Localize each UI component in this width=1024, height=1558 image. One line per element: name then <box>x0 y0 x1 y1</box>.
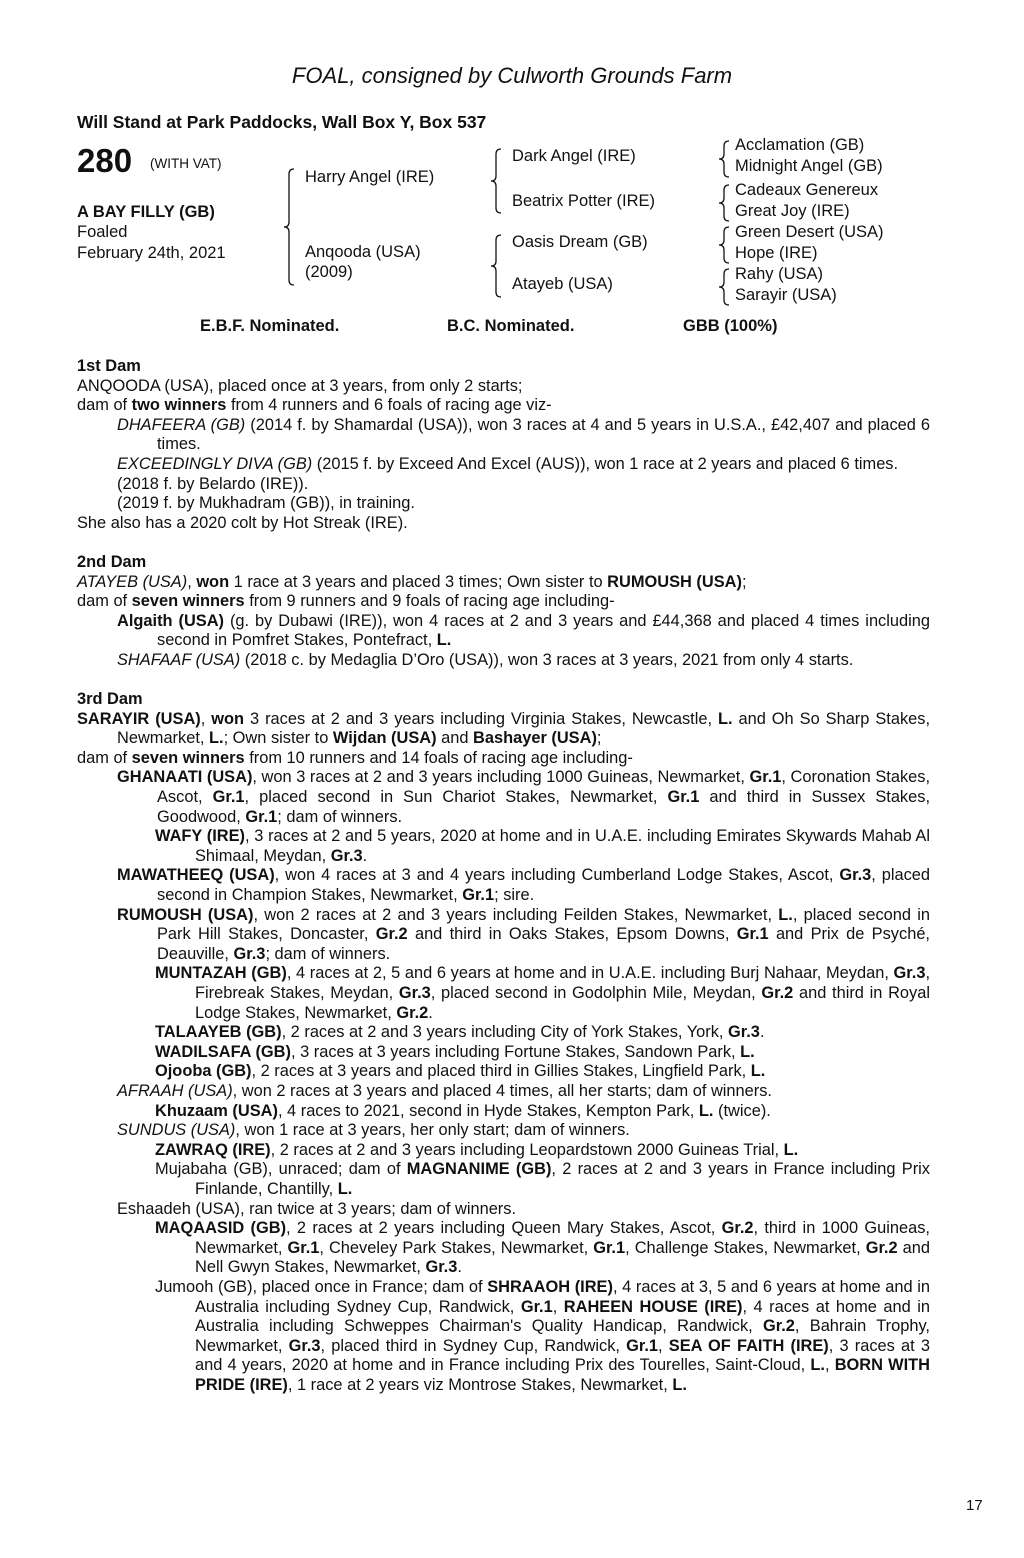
bold-text: L. <box>209 729 224 748</box>
bold-text: two winners <box>131 396 227 415</box>
bold-text: Bashayer (USA) <box>473 729 597 748</box>
pedigree-entry <box>77 377 930 397</box>
pedigree-entry <box>77 768 930 827</box>
bold-text: Gr.1 <box>212 788 245 807</box>
pedigree-entry <box>77 1200 930 1220</box>
pedigree-entry <box>77 573 930 593</box>
bold-text: Gr.1 <box>626 1336 659 1355</box>
stand-location: Will Stand at Park Paddocks, Wall Box Y, Box 537 <box>77 112 487 132</box>
text: , won 2 races at 2 and 3 years including Feilden Stakes, Newmarket, <box>253 905 779 924</box>
bold-text: Gr.3 <box>330 846 363 865</box>
bold-text: Gr.1 <box>245 807 278 826</box>
bold-text: SARAYIR (USA) <box>77 709 201 728</box>
text: 1 race at 3 years and placed 3 times; Own sister to <box>229 572 608 591</box>
bold-text: WAFY (IRE) <box>155 827 245 846</box>
pedigree-entry <box>77 1023 930 1043</box>
italic-text: DHAFEERA (GB) <box>117 415 246 434</box>
catalogue-body <box>77 357 930 1395</box>
bold-text: MAWATHEEQ (USA) <box>117 866 275 885</box>
bold-text: RUMOUSH (USA) <box>607 572 742 591</box>
pedigree-entry <box>77 1160 930 1199</box>
text: and third in Sussex Stakes, Goodwood, <box>157 788 930 826</box>
italic-text: EXCEEDINGLY DIVA (GB) <box>117 454 313 473</box>
pedigree-entry <box>77 866 930 905</box>
text: , 3 races at 3 years including Fortune Stakes, Sandown Park, <box>290 1042 741 1061</box>
bold-text: Gr.3 <box>233 944 266 963</box>
bold-text: TALAAYEB (GB) <box>155 1023 282 1042</box>
bold-text: Gr.3 <box>398 984 431 1002</box>
pedigree-entry <box>77 1102 930 1122</box>
bold-text: Gr.2 <box>865 1238 898 1257</box>
pedigree-gen3: Rahy (USA) <box>735 265 824 283</box>
text: dam of <box>77 396 132 415</box>
pedigree-entry <box>77 494 930 514</box>
pedigree-brace <box>718 184 730 222</box>
pedigree-brace <box>490 234 502 298</box>
pedigree-entry <box>77 827 930 866</box>
section-heading: 3rd Dam <box>77 690 143 709</box>
pedigree-entry <box>77 749 930 769</box>
horse-description: A BAY FILLY (GB) <box>77 203 215 221</box>
bold-text: Gr.1 <box>736 925 769 944</box>
text: 3 races at 2 and 3 years including Virginia Stakes, Newcastle, <box>244 709 718 728</box>
pedigree-entry <box>77 1062 930 1082</box>
pedigree-entry <box>77 964 930 1023</box>
pedigree-entry <box>77 475 930 495</box>
bold-text: Gr.3 <box>893 964 926 983</box>
pedigree-entry <box>77 1219 930 1278</box>
pedigree-entry <box>77 710 930 749</box>
dam-section <box>77 357 930 533</box>
bold-text: Gr.3 <box>288 1336 321 1355</box>
bold-text: Gr.2 <box>396 1003 429 1022</box>
italic-text: SUNDUS (USA) <box>117 1121 236 1140</box>
pedigree-sire: Harry Angel (IRE) <box>305 168 435 186</box>
pedigree-entry <box>77 592 930 612</box>
pedigree-entry <box>77 396 930 416</box>
pedigree-gen3: Sarayir (USA) <box>735 286 837 304</box>
text: ; <box>741 572 747 591</box>
pedigree-entry <box>77 1141 930 1161</box>
text: ; dam of winners. <box>265 944 391 963</box>
bold-text: Gr.2 <box>375 925 408 944</box>
dam-section <box>77 553 930 671</box>
text: (2015 f. by Exceed And Excel (AUS)), won 1 race at 2 years and placed 6 times. <box>312 454 899 473</box>
bc-nomination: B.C. Nominated. <box>447 317 575 335</box>
bold-text: L. <box>810 1356 825 1375</box>
text: ; sire. <box>494 886 535 905</box>
gbb-status: GBB (100%) <box>683 317 778 335</box>
pedigree-gen3: Great Joy (IRE) <box>735 202 850 220</box>
bold-text: BORN WITH PRIDE (IRE) <box>195 1356 931 1394</box>
bold-text: L. <box>698 1101 714 1120</box>
bold-text: L. <box>717 709 733 728</box>
bold-text: L. <box>750 1062 766 1081</box>
pedigree-entry <box>77 514 930 534</box>
text: , placed second in Godolphin Mile, Meydan, <box>430 984 762 1002</box>
text: , 2 races at 2 and 3 years in France including Prix Finlande, Chantilly, <box>195 1160 930 1198</box>
bold-text: Gr.1 <box>749 768 782 787</box>
text: , 4 races at home and in Australia including Schweppes Chairman's Quality Handicap, Randwick, <box>195 1297 930 1336</box>
text: , <box>200 709 212 728</box>
text: (2019 f. by Mukhadram (GB)), in training. <box>117 494 415 513</box>
bold-text: won <box>196 572 230 591</box>
text: and <box>436 729 474 748</box>
text: , Cheveley Park Stakes, Newmarket, <box>319 1238 594 1257</box>
text: ; <box>596 729 602 748</box>
bold-text: Gr.1 <box>462 886 495 905</box>
text: , placed second in Champion Stakes, Newmarket, <box>157 866 931 905</box>
text: Mujabaha (GB), unraced; dam of <box>155 1160 407 1179</box>
text: , placed third in Sydney Cup, Randwick, <box>320 1336 627 1355</box>
text: and Prix de Psyché, Deauville, <box>157 925 930 963</box>
foaled-date: February 24th, 2021 <box>77 244 226 262</box>
bold-text: Gr.1 <box>667 788 700 807</box>
bold-text: Gr.2 <box>763 1317 795 1336</box>
pedigree-entry <box>77 1278 930 1396</box>
italic-text: AFRAAH (USA) <box>117 1081 233 1100</box>
section-heading: 1st Dam <box>77 357 141 375</box>
pedigree-entry <box>77 455 930 475</box>
text: . <box>428 1003 433 1022</box>
bold-text: MAGNANIME (GB) <box>406 1160 552 1179</box>
bold-text: L. <box>778 905 793 924</box>
text: , <box>552 1297 564 1316</box>
pedigree-gen2: Dark Angel (IRE) <box>512 147 636 165</box>
text: and third in Royal Lodge Stakes, Newmarket, <box>195 984 930 1022</box>
bold-text: Algaith (USA) <box>117 611 225 630</box>
text: dam of <box>77 748 132 767</box>
text: , 4 races to 2021, second in Hyde Stakes, Kempton Park, <box>277 1101 699 1120</box>
pedigree-gen3: Acclamation (GB) <box>735 136 865 154</box>
lot-number: 280 <box>77 142 133 179</box>
text: ANQOODA (USA), placed once at 3 years, from only 2 starts; <box>77 376 523 395</box>
text: , won 1 race at 3 years, her only start; dam of winners. <box>235 1121 630 1140</box>
text: and Oh So Sharp Stakes, Newmarket, <box>117 709 930 748</box>
bold-text: Gr.1 <box>287 1238 320 1257</box>
text: (g. by Dubawi (IRE)), won 4 races at 2 and 3 years and £44,368 and placed 4 times including second in Pomfret Stakes, Pontefract, <box>157 611 931 650</box>
text: . <box>457 1258 462 1277</box>
pedigree-entry <box>77 1121 930 1141</box>
bold-text: WADILSAFA (GB) <box>155 1042 291 1061</box>
pedigree-gen3: Midnight Angel (GB) <box>735 157 883 175</box>
page-number: 17 <box>966 1497 983 1514</box>
pedigree-entry <box>77 612 930 651</box>
text: , 4 races at 3, 5 and 6 years at home and in Australia including Sydney Cup, Randwick, <box>195 1277 930 1316</box>
bold-text: MAQAASID (GB) <box>155 1219 287 1238</box>
text: , placed second in Park Hill Stakes, Doncaster, <box>157 905 930 944</box>
bold-text: Ojooba (GB) <box>155 1062 252 1081</box>
text: ; Own sister to <box>223 729 333 748</box>
text: , Firebreak Stakes, Meydan, <box>195 964 931 1002</box>
bold-text: SEA OF FAITH (IRE) <box>668 1336 829 1355</box>
text: (2018 f. by Belardo (IRE)). <box>117 474 309 493</box>
text: and third in Oaks Stakes, Epsom Downs, <box>407 925 737 944</box>
text: , won 4 races at 3 and 4 years including Cumberland Lodge Stakes, Ascot, <box>274 866 840 885</box>
text: (twice). <box>713 1101 771 1120</box>
italic-text: ATAYEB (USA) <box>77 572 188 591</box>
italic-text: SHAFAAF (USA) <box>117 650 241 669</box>
bold-text: Khuzaam (USA) <box>155 1101 278 1120</box>
bold-text: Gr.1 <box>593 1238 626 1257</box>
pedigree-gen2: Atayeb (USA) <box>512 275 613 293</box>
bold-text: SHRAAOH (IRE) <box>487 1277 613 1296</box>
pedigree-dam-year: (2009) <box>305 263 353 281</box>
text: Jumooh (GB), placed once in France; dam of <box>155 1277 488 1296</box>
text: , 2 races at 2 and 3 years including Leopardstown 2000 Guineas Trial, <box>270 1140 784 1159</box>
pedigree-gen3: Cadeaux Genereux <box>735 181 879 199</box>
pedigree-brace <box>283 168 295 286</box>
pedigree-brace <box>490 148 502 214</box>
pedigree-gen3: Green Desert (USA) <box>735 223 884 241</box>
text: (2014 f. by Shamardal (USA)), won 3 races at 4 and 5 years in U.S.A., £42,407 and placed 6 times. <box>157 415 930 454</box>
text: , placed second in Sun Chariot Stakes, Newmarket, <box>244 788 668 807</box>
text: , <box>658 1336 669 1355</box>
pedigree-brace <box>718 140 730 178</box>
bold-text: L. <box>436 631 452 650</box>
bold-text: Gr.2 <box>721 1219 754 1238</box>
text: , won 3 races at 2 and 3 years including 1000 Guineas, Newmarket, <box>252 768 750 787</box>
bold-text: Gr.3 <box>728 1023 760 1042</box>
text: , <box>824 1356 835 1375</box>
pedigree-gen2: Oasis Dream (GB) <box>512 233 648 251</box>
text: , Challenge Stakes, Newmarket, <box>625 1238 866 1257</box>
bold-text: RAHEEN HOUSE (IRE) <box>563 1297 743 1316</box>
text: , <box>187 572 197 591</box>
pedigree-entry <box>77 1043 930 1063</box>
pedigree-dam: Anqooda (USA) <box>305 243 421 261</box>
bold-text: L. <box>740 1042 755 1061</box>
text: dam of <box>77 592 132 611</box>
text: , 4 races at 2, 5 and 6 years at home and in U.A.E. including Burj Nahaar, Meydan, <box>286 964 894 983</box>
text: . <box>362 846 368 865</box>
ebf-nomination: E.B.F. Nominated. <box>200 317 340 335</box>
text: , won 2 races at 3 years and placed 4 times, all her starts; dam of winners. <box>232 1081 772 1100</box>
bold-text: L. <box>337 1179 353 1198</box>
text: , 3 races at 2 and 5 years, 2020 at home and in U.A.E. including Emirates Skywards Mahab Al Shimaal, Meydan, <box>195 827 931 865</box>
pedigree-entry <box>77 416 930 455</box>
text: Eshaadeh (USA), ran twice at 3 years; dam of winners. <box>117 1199 517 1218</box>
bold-text: Gr.3 <box>425 1258 458 1277</box>
bold-text: Gr.3 <box>839 866 872 885</box>
foaled-label: Foaled <box>77 223 128 241</box>
bold-text: GHANAATI (USA) <box>117 768 253 787</box>
bold-text: RUMOUSH (USA) <box>117 905 254 924</box>
text: She also has a 2020 colt by Hot Streak (IRE). <box>77 513 408 532</box>
bold-text: L. <box>783 1140 799 1159</box>
text: , third in 1000 Guineas, Newmarket, <box>195 1219 930 1257</box>
text: from 10 runners and 14 foals of racing age including- <box>244 748 633 767</box>
text: and Nell Gwyn Stakes, Newmarket, <box>195 1238 930 1277</box>
bold-text: MUNTAZAH (GB) <box>155 964 287 983</box>
text: from 9 runners and 9 foals of racing age including- <box>244 592 615 611</box>
text: , 3 races at 3 and 4 years, 2020 at home and in France including Prix des Tourelles, Saint-Cloud, <box>195 1336 930 1375</box>
bold-text: Wijdan (USA) <box>332 729 437 748</box>
text: , 2 races at 3 years and placed third in Gillies Stakes, Lingfield Park, <box>251 1062 751 1081</box>
section-heading: 2nd Dam <box>77 552 147 571</box>
pedigree-gen3: Hope (IRE) <box>735 244 818 262</box>
pedigree-entry <box>77 651 930 671</box>
text: . <box>759 1023 765 1042</box>
bold-text: Gr.1 <box>520 1297 553 1316</box>
text: , 2 races at 2 years including Queen Mary Stakes, Ascot, <box>286 1219 722 1238</box>
bold-text: ZAWRAQ (IRE) <box>155 1140 271 1159</box>
text: , Bahrain Trophy, Newmarket, <box>195 1317 930 1355</box>
bold-text: seven winners <box>131 748 245 767</box>
bold-text: seven winners <box>131 592 245 611</box>
bold-text: Gr.2 <box>761 984 794 1002</box>
text: ; dam of winners. <box>277 807 403 826</box>
dam-section <box>77 690 930 1395</box>
pedigree-gen2: Beatrix Potter (IRE) <box>512 192 656 210</box>
bold-text: L. <box>672 1375 687 1394</box>
text: , 1 race at 2 years viz Montrose Stakes, Newmarket, <box>287 1375 673 1394</box>
pedigree-brace <box>718 226 730 264</box>
pedigree-brace <box>718 268 730 306</box>
text: , Coronation Stakes, Ascot, <box>157 768 930 807</box>
pedigree-entry <box>77 906 930 965</box>
text: from 4 runners and 6 foals of racing age viz- <box>226 396 552 415</box>
page-title: FOAL, consigned by Culworth Grounds Farm <box>291 63 733 88</box>
vat-note: (WITH VAT) <box>150 156 222 171</box>
pedigree-entry <box>77 1082 930 1102</box>
text: , 2 races at 2 and 3 years including City of York Stakes, York, <box>281 1023 729 1042</box>
text: (2018 c. by Medaglia D’Oro (USA)), won 3 races at 3 years, 2021 from only 4 starts. <box>240 650 854 669</box>
bold-text: won <box>211 709 245 728</box>
